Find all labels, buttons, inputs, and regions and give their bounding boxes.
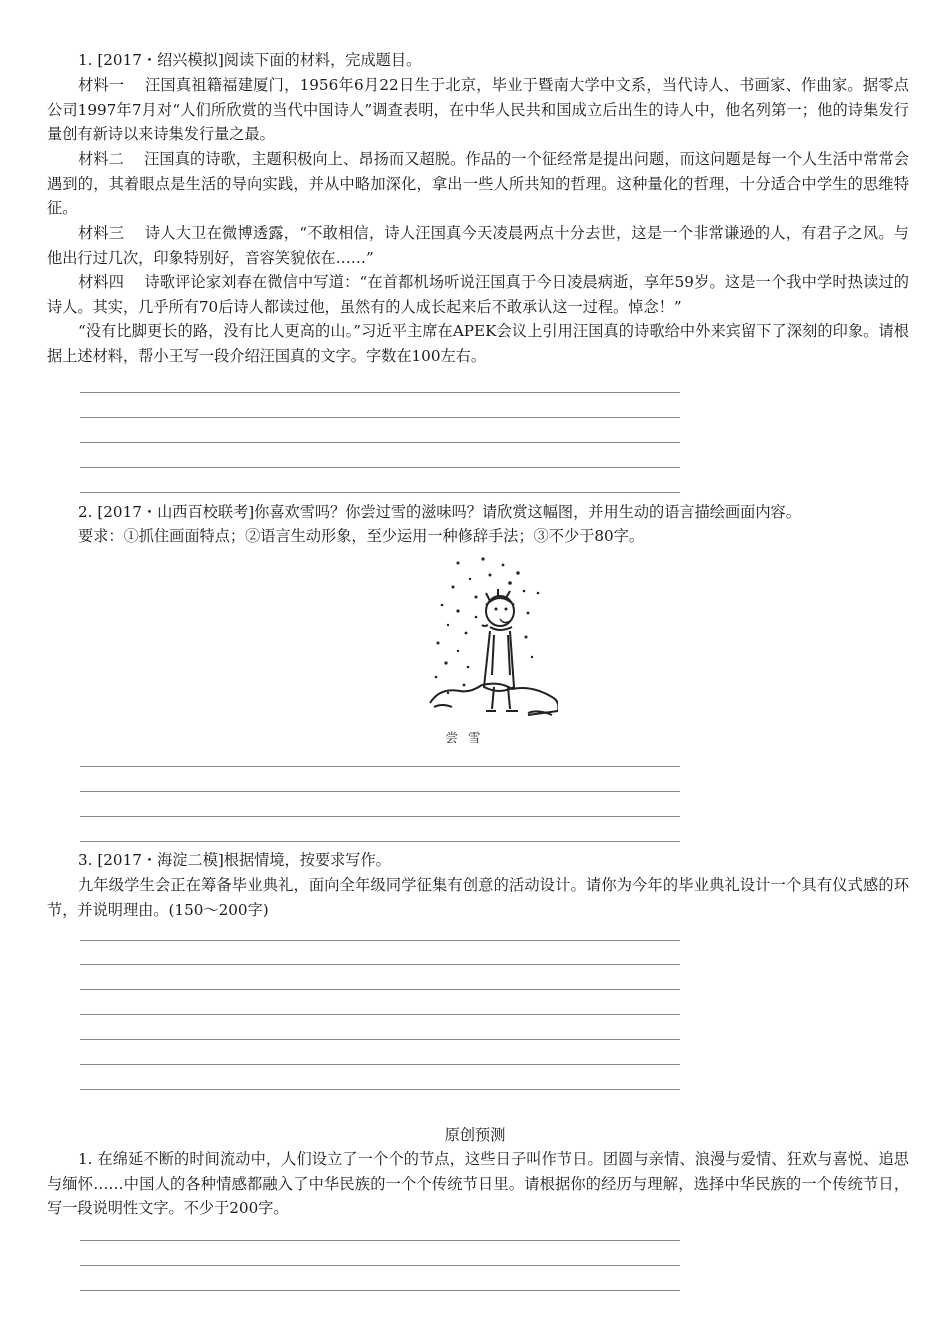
q1-answer-lines[interactable]: [80, 392, 680, 493]
q1-task: “没有比脚更长的路，没有比人更高的山。”习近平主席在APEK会议上引用汪国真的诗歌给中外来宾留下了深刻的印象。请根据上述材料，帮小王写一段介绍汪国真的文字。字数在100左右。: [47, 322, 909, 365]
q1-stem: 1. [2017・绍兴模拟]阅读下面的材料，完成题目。: [78, 51, 422, 69]
original-q1: 1. 在绵延不断的时间流动中，人们设立了一个个的节点，这些日子叫作节日。团圆与亲情、浪漫与爱情、狂欢与喜悦、追思与缅怀……中国人的各种情感都融入了中华民族的一个个传统节日里。请根据你的经历与理解，选择中华民族的一个传统节日，写一段说明性文字。不少于200字。: [47, 1150, 909, 1217]
q3-stem: 3. [2017・海淀二模]根据情境，按要求写作。: [78, 851, 391, 869]
q1-material-1: 材料一 汪国真祖籍福建厦门，1956年6月22日生于北京，毕业于暨南大学中文系，当代诗人、书画家、作曲家。据零点公司1997年7月对“人们所欣赏的当代中国诗人”调查表明，在中华人民共和国成立后出生的诗人中，他名列第一；他的诗集发行量创有新诗以来诗集发行量之最。: [47, 76, 909, 143]
tasting-snow-illustration: [428, 553, 558, 725]
q3-answer-lines[interactable]: [80, 940, 680, 1090]
q2-answer-lines[interactable]: [80, 766, 680, 842]
section-heading-original: 原创预测: [444, 1126, 506, 1144]
q1-material-3: 材料三 诗人大卫在微博透露，“不敢相信，诗人汪国真今天凌晨两点十分去世，这是一个非常谦逊的人，有君子之风。与他出行过几次，印象特别好，音容笑貌依在……”: [47, 224, 909, 267]
q2-stem: 2. [2017・山西百校联考]你喜欢雪吗？你尝过雪的滋味吗？请欣赏这幅图，并用生动的语言描绘画面内容。: [78, 503, 801, 521]
q1-material-2: 材料二 汪国真的诗歌，主题积极向上、昂扬而又超脱。作品的一个征经常是提出问题，而这问题是每一个人生活中常常会遇到的，其着眼点是生活的导向实践，并从中略加深化，拿出一些人所共知的哲理。这种量化的哲理，十分适合中学生的思维特征。: [47, 150, 909, 217]
original-answer-lines[interactable]: [80, 1240, 680, 1291]
illustration-caption: 尝雪: [445, 730, 491, 745]
q1-material-4: 材料四 诗歌评论家刘春在微信中写道：“在首都机场听说汪国真于今日凌晨病逝，享年59岁。这是一个我中学时热读过的诗人。其实，几乎所有70后诗人都读过他，虽然有的人成长起来后不敢承认这一过程。悼念！”: [47, 273, 909, 316]
q2-requirements: 要求：①抓住画面特点；②语言生动形象，至少运用一种修辞手法；③不少于80字。: [78, 527, 645, 545]
q3-task: 九年级学生会正在筹备毕业典礼，面向全年级同学征集有创意的活动设计。请你为今年的毕业典礼设计一个具有仪式感的环节，并说明理由。(150～200字): [47, 876, 909, 919]
